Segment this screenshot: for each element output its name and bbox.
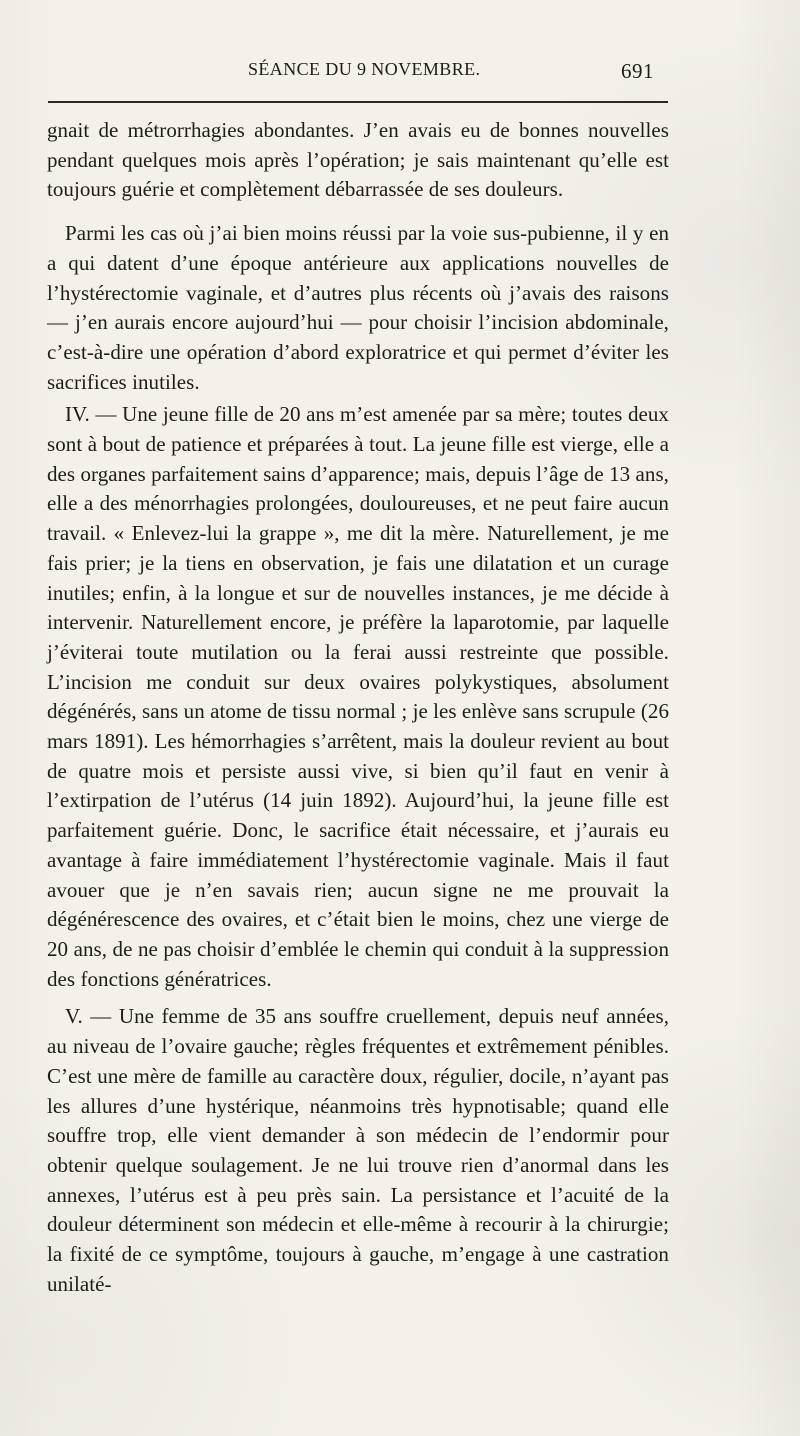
paragraph-parmi-les-cas: Parmi les cas où j’ai bien moins réussi par la voie sus-pubienne, il y en a qui datent d’une époque antérieure aux applications nouvelles de l’hystérectomie vaginale, et d’autres plus récents où j’avais des raisons — j’en aurais encore aujourd’hui — pour choisir l’incision abdominale, c’est-à-dire une opération d’abord exploratrice et qui permet d’éviter les sacrifices inutiles. [47,221,669,394]
header-rule [48,101,668,103]
paragraph-case-v: V. — Une femme de 35 ans souffre cruellement, depuis neuf années, au niveau de l’ovaire gauche; règles fréquentes et extrêmement pénibles. C’est une mère de famille au caractère doux, régulier, docile, n’ayant pas les allures d’une hystérique, néanmoins très hypnotisable; quand elle souffre trop, elle vient demander à son médecin de l’endormir pour obtenir quelque soulagement. Je ne lui trouve rien d’anormal dans les annexes, l’utérus est à peu près sain. La persistance et l’acuité de la douleur déterminent son médecin et elle-même à recourir à la chirurgie; la fixité de ce symptôme, toujours à gauche, m’engage à une castration unilaté- [47,1004,669,1296]
paragraph-continued: gnait de métrorrhagies abondantes. J’en avais eu de bonnes nouvelles pendant quelques mois après l’opération; je sais maintenant qu’elle est toujours guérie et complètement débarrassée de ses douleurs. [47,118,669,202]
main-text-block [47,116,669,1299]
page-number: 691 [621,59,654,83]
running-head-title: SÉANCE DU 9 NOVEMBRE. [248,59,481,79]
running-head [48,59,668,89]
paragraph-case-iv: IV. — Une jeune fille de 20 ans m’est amenée par sa mère; toutes deux sont à bout de patience et préparées à tout. La jeune fille est vierge, elle a des organes parfaitement sains d’apparence; mais, depuis l’âge de 13 ans, elle a des ménorrhagies prolongées, douloureuses, et ne peut faire aucun travail. « Enlevez-lui la grappe », me dit la mère. Naturellement, je me fais prier; je la tiens en observation, je fais une dilatation et un curage inutiles; enfin, à la longue et sur de nouvelles instances, je me décide à intervenir. Naturellement encore, je préfère la laparotomie, par laquelle j’éviterai toute mutilation ou la ferai aussi restreinte que possible. L’incision me conduit sur deux ovaires polykystiques, absolument dégénérés, sans un atome de tissu normal ; je les enlève sans scrupule (26 mars 1891). Les hémorrhagies s’arrêtent, mais la douleur revient au bout de quatre mois et persiste aussi vive, si bien qu’il faut en venir à l’extirpation de l’utérus (14 juin 1892). Aujourd’hui, la jeune fille est parfaitement guérie. Donc, le sacrifice était nécessaire, et j’aurais eu avantage à faire immédiatement l’hystérectomie vaginale. Mais il faut avouer que je n’en savais rien; aucun signe ne me prouvait la dégénérescence des ovaires, et c’était bien le moins, chez une vierge de 20 ans, de ne pas choisir d’emblée le chemin qui conduit à la suppression des fonctions génératrices. [47,402,669,991]
